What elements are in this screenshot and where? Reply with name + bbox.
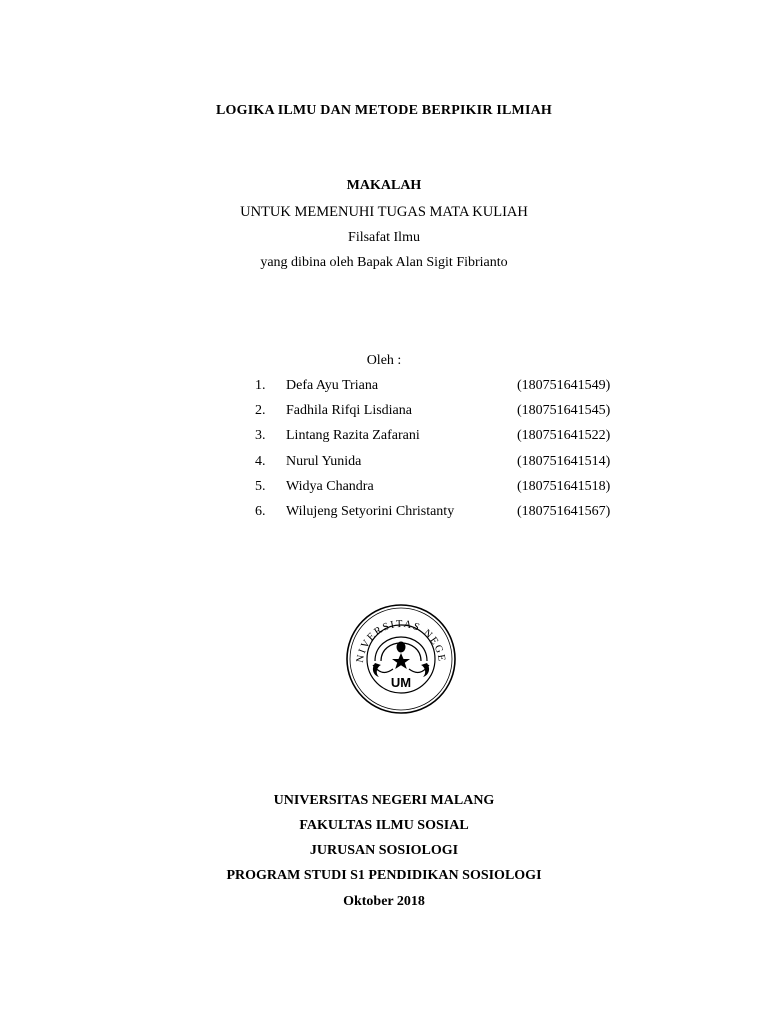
- author-row: [0, 378, 768, 403]
- faculty-name: FAKULTAS ILMU SOSIAL: [299, 818, 469, 833]
- program-name: PROGRAM STUDI S1 PENDIDIKAN SOSIOLOGI: [226, 868, 542, 883]
- author-student-id: (180751641518): [517, 478, 611, 494]
- seal-monogram: UM: [390, 675, 412, 690]
- svg-text:UNIVERSITAS NEGERI MALANG: [345, 603, 447, 663]
- author-row: [0, 428, 768, 453]
- purpose-line: UNTUK MEMENUHI TUGAS MATA KULIAH: [240, 204, 528, 220]
- seal-ring-text: NIVERSITAS NEGE: [354, 618, 448, 664]
- author-list: [0, 378, 768, 529]
- author-number: 4.: [255, 453, 266, 469]
- author-student-id: (180751641549): [517, 378, 611, 393]
- author-row: [0, 504, 768, 529]
- document-date: Oktober 2018: [343, 894, 425, 909]
- author-name: Lintang Razita Zafarani: [286, 428, 420, 444]
- author-number: 3.: [255, 428, 266, 444]
- author-name: Nurul Yunida: [286, 453, 362, 469]
- author-number: 6.: [255, 503, 266, 519]
- author-row: [0, 403, 768, 428]
- author-student-id: (180751641567): [517, 503, 611, 519]
- author-number: 2.: [255, 403, 266, 419]
- university-seal-icon: [345, 603, 457, 715]
- by-label: Oleh :: [366, 353, 402, 368]
- author-row: [0, 479, 768, 504]
- document-title: LOGIKA ILMU DAN METODE BERPIKIR ILMIAH: [216, 103, 552, 118]
- course-name: Filsafat Ilmu: [348, 230, 420, 245]
- author-student-id: (180751641522): [517, 428, 611, 444]
- author-row: [0, 454, 768, 479]
- author-name: Wilujeng Setyorini Christanty: [286, 503, 455, 519]
- author-name: Defa Ayu Triana: [286, 378, 379, 393]
- author-name: Widya Chandra: [286, 478, 374, 494]
- document-type: MAKALAH: [346, 178, 422, 193]
- author-name: Fadhila Rifqi Lisdiana: [286, 403, 412, 419]
- department-name: JURUSAN SOSIOLOGI: [309, 843, 459, 858]
- university-name: UNIVERSITAS NEGERI MALANG: [273, 793, 495, 808]
- author-student-id: (180751641514): [517, 453, 611, 469]
- author-number: 1.: [255, 378, 266, 393]
- author-student-id: (180751641545): [517, 403, 611, 419]
- supervisor-line: yang dibina oleh Bapak Alan Sigit Fibrianto: [260, 255, 508, 270]
- author-number: 5.: [255, 478, 266, 494]
